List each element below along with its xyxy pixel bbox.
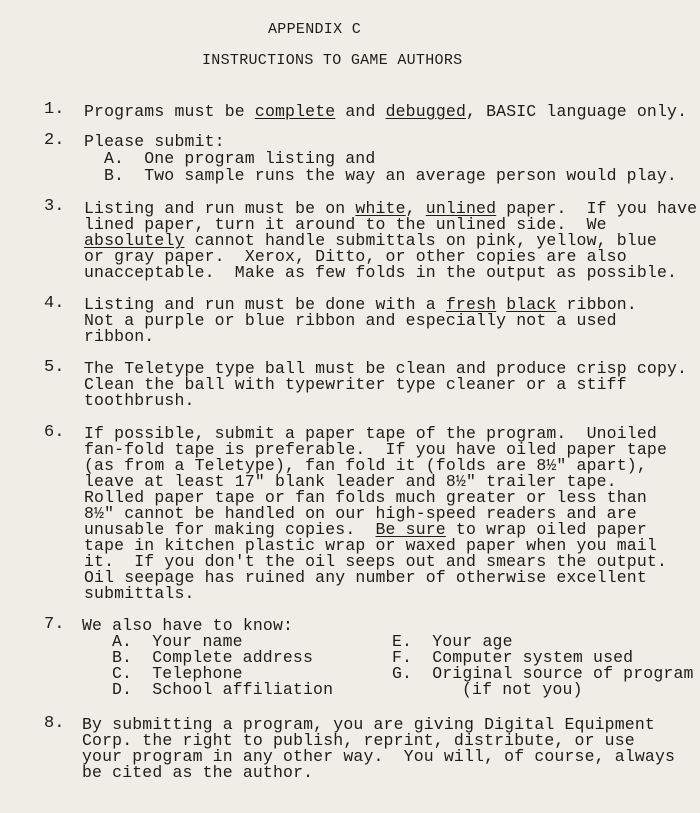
item-7-option-b: B. Complete address: [112, 648, 314, 667]
item-3-line-2: lined paper, turn it around to the unlined side. We: [84, 215, 607, 234]
item-4-number: 4.: [44, 294, 65, 313]
item-3-line-5: unacceptable. Make as few folds in the output as possible.: [84, 263, 678, 282]
item-7-intro: We also have to know:: [82, 616, 294, 635]
item-3-line-3: absolutely cannot handle submittals on pink, yellow, blue: [84, 231, 657, 250]
item-6-line-2: fan-fold tape is preferable. If you have oiled paper tape: [84, 440, 667, 459]
item-1-text: Programs must be complete and debugged, BASIC language only.: [84, 102, 688, 121]
item-7-option-f: F. Computer system used: [392, 648, 634, 667]
item-6-line-7: unusable for making copies. Be sure to wrap oiled paper: [84, 520, 647, 539]
item-6-line-1: If possible, submit a paper tape of the program. Unoiled: [84, 424, 657, 443]
item-7-option-c: C. Telephone: [112, 664, 243, 683]
item-2-option-b: B. Two sample runs the way an average person would play.: [104, 166, 677, 185]
item-5-line-1: The Teletype type ball must be clean and produce crisp copy.: [84, 359, 688, 378]
item-7-option-a: A. Your name: [112, 632, 243, 651]
item-6-line-10: Oil seepage has ruined any number of otherwise excellent: [84, 568, 647, 587]
item-5-line-3: toothbrush.: [84, 391, 195, 410]
item-7-option-g: G. Original source of program: [392, 664, 694, 683]
item-3-number: 3.: [44, 197, 65, 216]
item-6-line-11: submittals.: [84, 584, 195, 603]
item-6-line-4: leave at least 17" blank leader and 8½" trailer tape.: [84, 472, 617, 491]
item-1-number: 1.: [44, 100, 65, 119]
item-6-line-3: (as from a Teletype), fan fold it (folds are 8½" apart),: [84, 456, 647, 475]
item-7-number: 7.: [44, 615, 65, 634]
item-6-line-8: tape in kitchen plastic wrap or waxed paper when you mail: [84, 536, 657, 555]
item-7-option-e: E. Your age: [392, 632, 513, 651]
item-2-number: 2.: [44, 131, 65, 150]
item-7-option-g-note: (if not you): [462, 680, 583, 699]
item-8-line-2: Corp. the right to publish, reprint, distribute, or use: [82, 731, 635, 750]
item-8-line-1: By submitting a program, you are giving Digital Equipment: [82, 715, 655, 734]
item-6-line-9: it. If you don't the oil seeps out and smears the output.: [84, 552, 667, 571]
item-5-line-2: Clean the ball with typewriter type cleaner or a stiff: [84, 375, 627, 394]
item-8-line-3: your program in any other way. You will, of course, always: [82, 747, 676, 766]
item-2-option-a: A. One program listing and: [104, 149, 376, 168]
item-8-number: 8.: [44, 714, 65, 733]
item-6-line-5: Rolled paper tape or fan folds much greater or less than: [84, 488, 647, 507]
page-title: INSTRUCTIONS TO GAME AUTHORS: [202, 52, 463, 69]
item-4-line-2: Not a purple or blue ribbon and especially not a used: [84, 311, 617, 330]
item-6-line-6: 8½" cannot be handled on our high-speed readers and are: [84, 504, 637, 523]
item-7-option-d: D. School affiliation: [112, 680, 334, 699]
item-8-line-4: be cited as the author.: [82, 763, 314, 782]
item-4-line-3: ribbon.: [84, 327, 155, 346]
item-5-number: 5.: [44, 358, 65, 377]
item-2-intro: Please submit:: [84, 132, 225, 151]
item-3-line-4: or gray paper. Xerox, Ditto, or other copies are also: [84, 247, 627, 266]
item-6-number: 6.: [44, 423, 65, 442]
item-4-line-1: Listing and run must be done with a fresh black ribbon.: [84, 295, 637, 314]
appendix-heading: APPENDIX C: [268, 21, 362, 38]
item-3-line-1: Listing and run must be on white, unlined paper. If you have: [84, 199, 698, 218]
